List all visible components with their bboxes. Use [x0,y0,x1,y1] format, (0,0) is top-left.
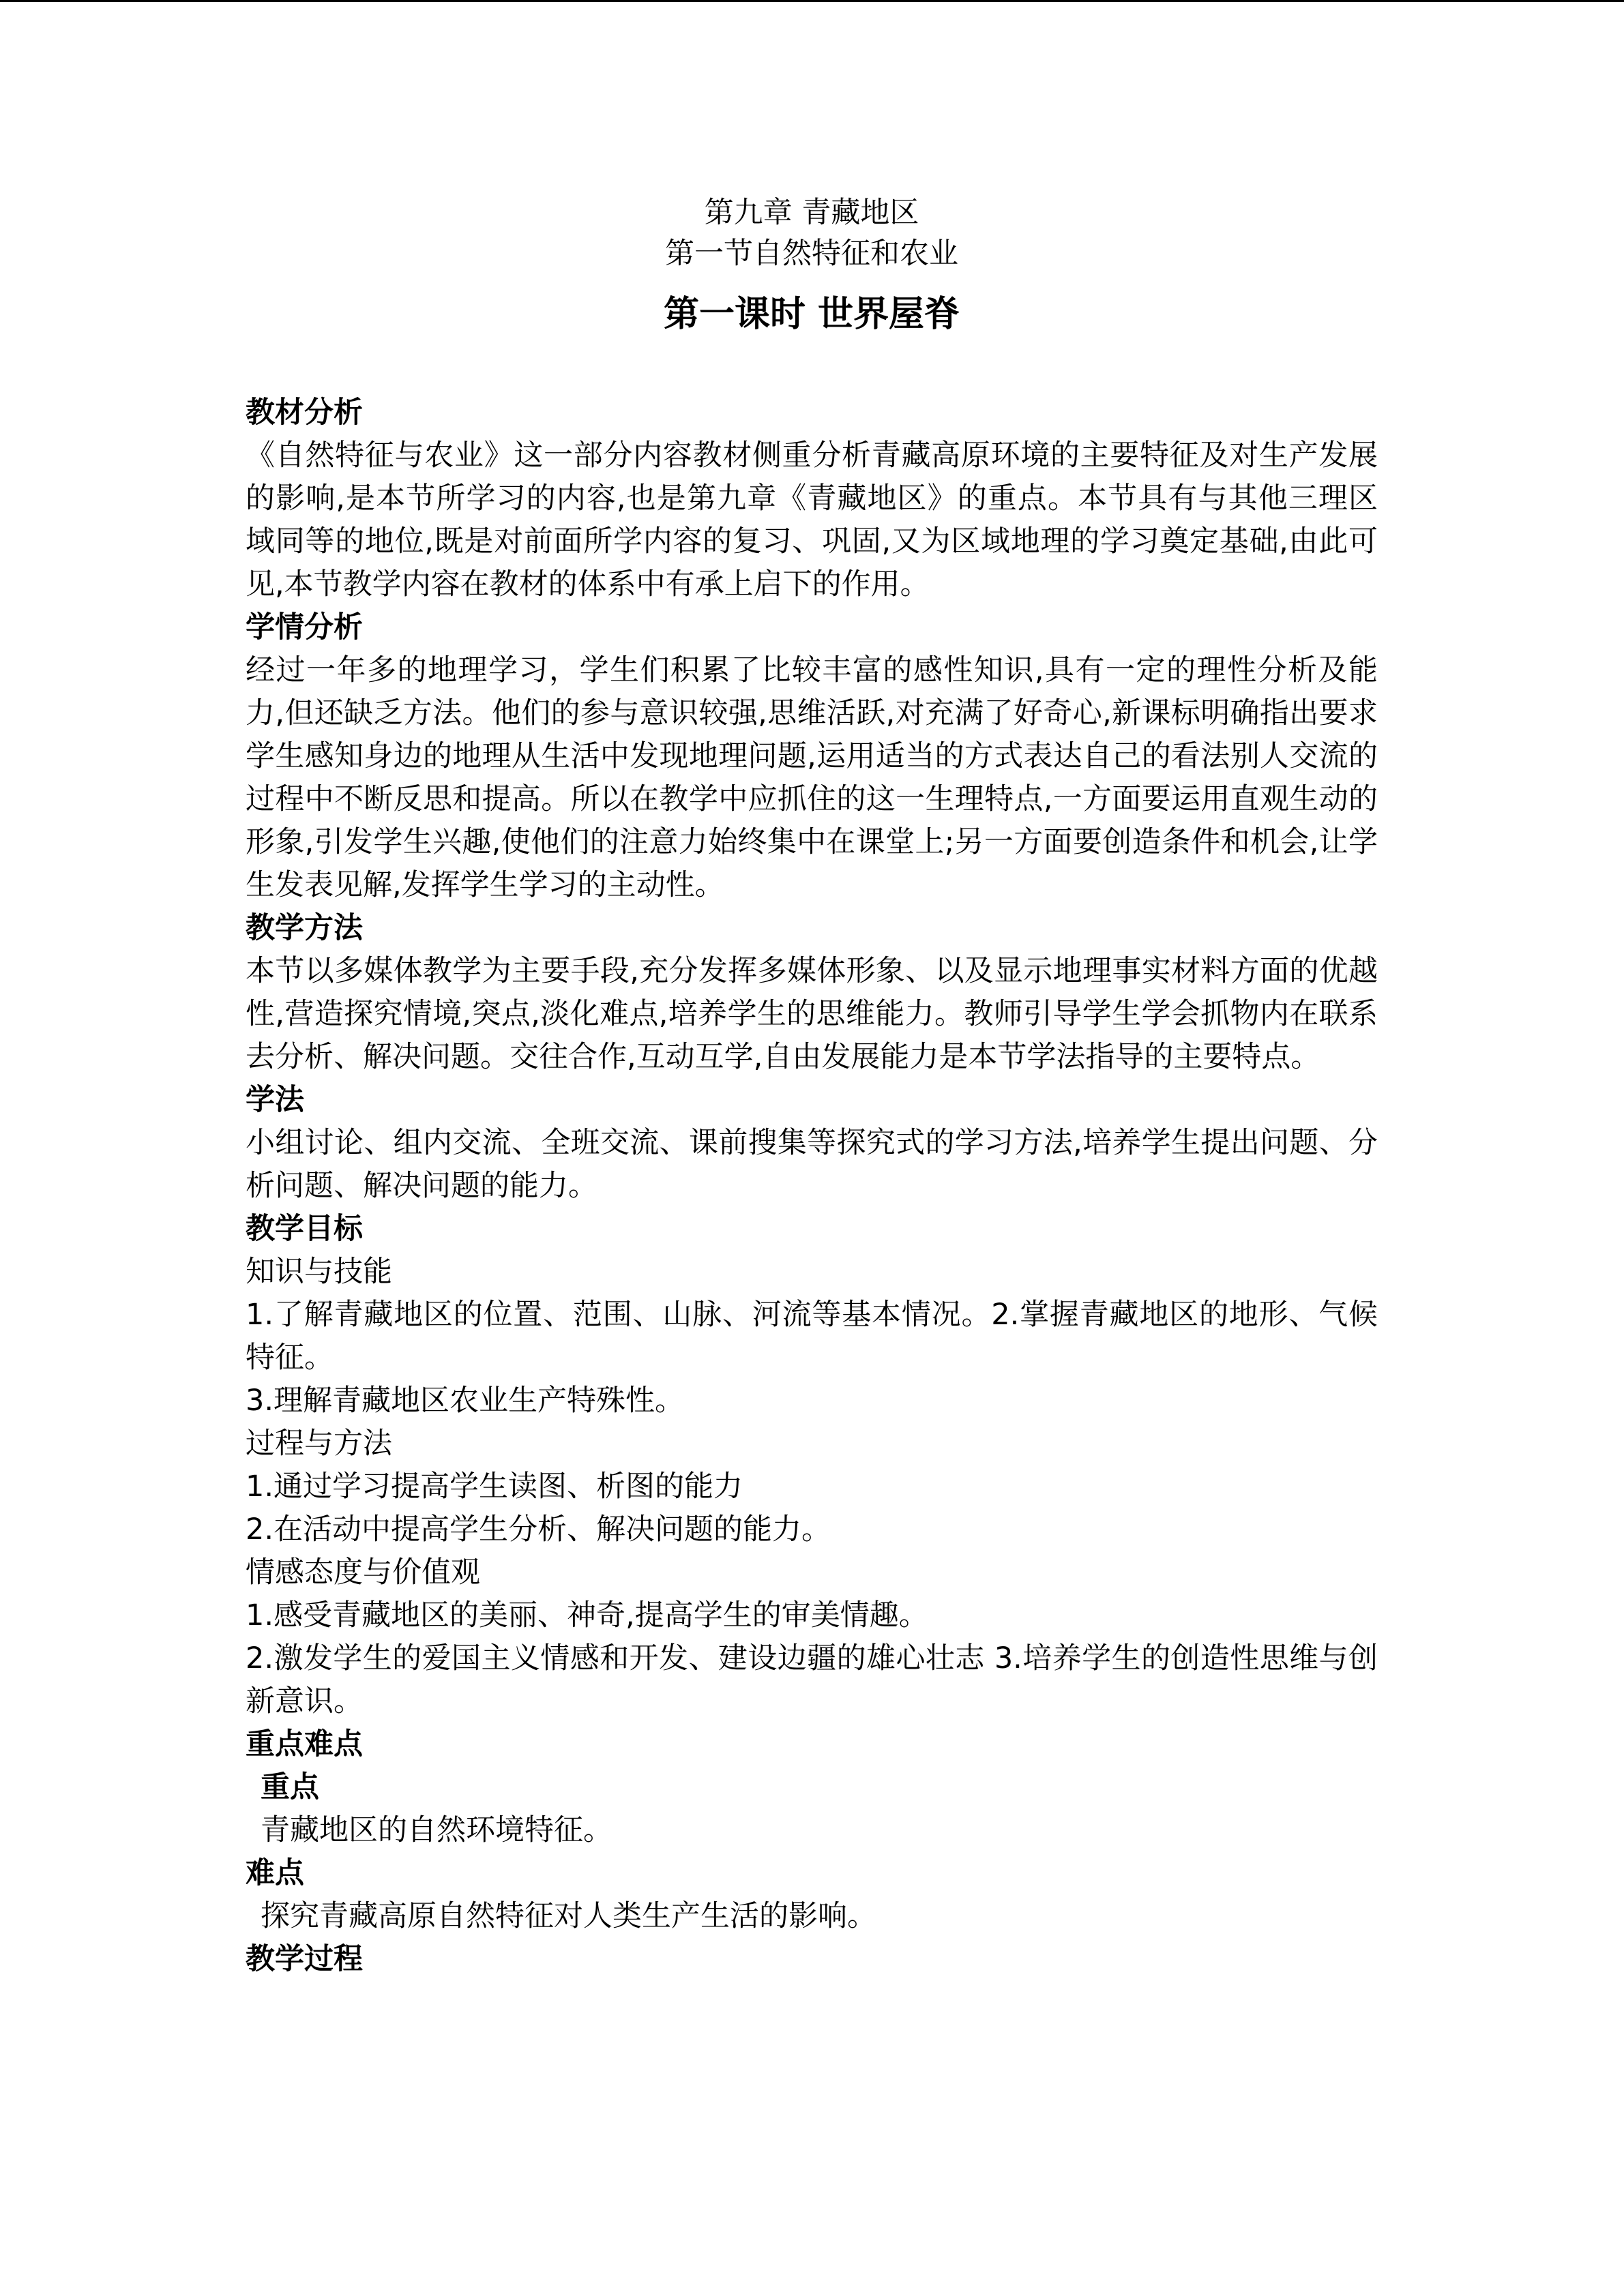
top-border-line [0,0,1624,2]
heading-teaching-process: 教学过程 [246,1942,363,1976]
paragraph-learning-method: 小组讨论、组内交流、全班交流、课前搜集等探究式的学习方法,培养学生提出问题、分析问题、解决问题的能力。 [246,1126,1378,1203]
section-title: 第一节自然特征和农业 [665,237,958,271]
label-process: 过程与方法 [246,1427,392,1461]
paragraph-textbook-analysis: 《自然特征与农业》这一部分内容教材侧重分析青藏高原环境的主要特征及对生产发展的影响,是本节所学习的内容,也是第九章《青藏地区》的重点。本节具有与其他三理区域同等的地位,既是对前面所学内容的复习、巩固,又为区域地理的学习奠定基础,由此可见,本节教学内容在教材的体系中有承上启下的作用。 [246,438,1378,601]
heading-teaching-method: 教学方法 [246,911,363,945]
heading-student-analysis: 学情分析 [246,610,363,644]
paragraph-student-analysis: 经过一年多的地理学习，学生们积累了比较丰富的感性知识,具有一定的理性分析及能力,但还缺乏方法。他们的参与意识较强,思维活跃,对充满了好奇心,新课标明确指出要求学生感知身边的地理从生活中发现地理问题,运用适当的方式表达自己的看法别人交流的过程中不断反思和提高。所以在教学中应抓住的这一生理特点,一方面要运用直观生动的形象,引发学生兴趣,使他们的注意力始终集中在课堂上;另一方面要创造条件和机会,让学生发表见解,发挥学生学习的主动性。 [246,653,1378,902]
label-emotion: 情感态度与价值观 [246,1555,480,1590]
objective-process-1: 1.通过学习提高学生读图、析图的能力 [246,1470,743,1504]
label-knowledge: 知识与技能 [246,1255,392,1289]
heading-objectives: 教学目标 [246,1212,363,1246]
heading-key-points: 重点难点 [246,1727,363,1761]
label-key-point: 重点 [261,1770,319,1804]
document-page [246,192,1378,1981]
objective-emotion-2: 2.激发学生的爱国主义情感和开发、建设边疆的雄心壮志 3.培养学生的创造性思维与创新意识。 [246,1641,1378,1718]
objective-knowledge-2: 3.理解青藏地区农业生产特殊性。 [246,1384,685,1418]
objective-emotion-1: 1.感受青藏地区的美丽、神奇,提高学生的审美情趣。 [246,1598,928,1632]
heading-textbook-analysis: 教材分析 [246,396,363,430]
lesson-title: 第一课时 世界屋脊 [663,294,960,335]
objective-process-2: 2.在活动中提高学生分析、解决问题的能力。 [246,1512,831,1547]
paragraph-difficulty: 探究青藏高原自然特征对人类生产生活的影响。 [261,1899,876,1933]
paragraph-teaching-method: 本节以多媒体教学为主要手段,充分发挥多媒体形象、以及显示地理事实材料方面的优越性,营造探究情境,突点,淡化难点,培养学生的思维能力。教师引导学生学会抓物内在联系去分析、解决问题。交往合作,互动互学,自由发展能力是本节学法指导的主要特点。 [246,954,1378,1074]
label-difficulty: 难点 [246,1856,304,1890]
objective-knowledge-1: 1.了解青藏地区的位置、范围、山脉、河流等基本情况。2.掌握青藏地区的地形、气候特征。 [246,1298,1378,1375]
heading-learning-method: 学法 [246,1083,304,1117]
paragraph-key-point: 青藏地区的自然环境特征。 [261,1813,612,1847]
chapter-title: 第九章 青藏地区 [704,196,919,230]
